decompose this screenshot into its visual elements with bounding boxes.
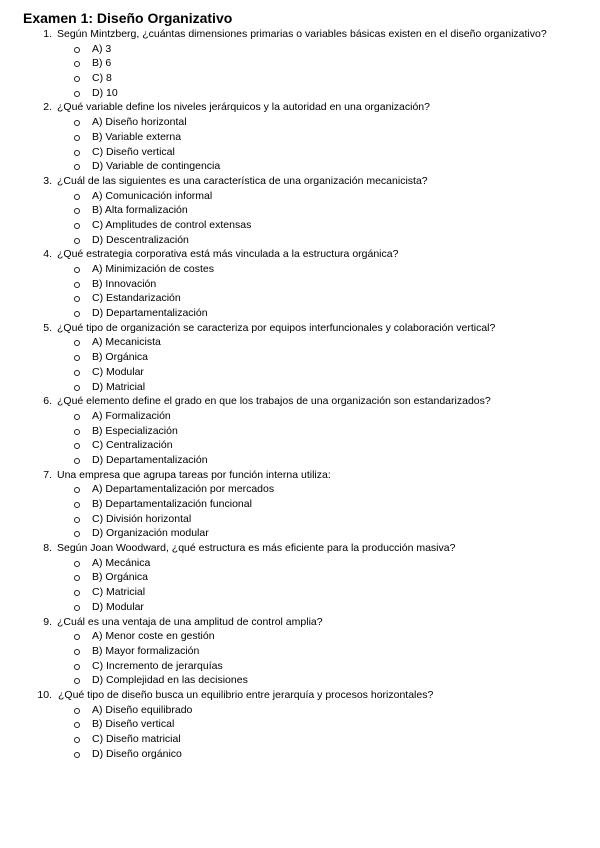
option-text: D) Descentralización bbox=[92, 233, 189, 246]
hollow-circle-bullet-icon bbox=[74, 414, 80, 420]
question-number: 2. bbox=[43, 101, 52, 114]
question-text: ¿Cuál de las siguientes es una característica de una organización mecanicista? bbox=[57, 174, 428, 187]
option-text: B) Orgánica bbox=[92, 351, 149, 364]
question-text: ¿Qué estrategia corporativa está más vinculada a la estructura orgánica? bbox=[57, 248, 399, 261]
hollow-circle-bullet-icon bbox=[74, 502, 80, 508]
question-line bbox=[0, 468, 600, 483]
question-number: 10. bbox=[37, 688, 52, 701]
option-text: B) Innovación bbox=[92, 277, 157, 290]
question-text: Según Joan Woodward, ¿qué estructura es más eficiente para la producción masiva? bbox=[57, 542, 456, 555]
option-item bbox=[0, 277, 600, 292]
hollow-circle-bullet-icon bbox=[74, 385, 80, 391]
hollow-circle-bullet-icon bbox=[74, 561, 80, 567]
hollow-circle-bullet-icon bbox=[74, 355, 80, 361]
question-text: ¿Cuál es una ventaja de una amplitud de control amplia? bbox=[57, 615, 323, 628]
option-text: D) Organización modular bbox=[92, 527, 209, 540]
option-item bbox=[0, 145, 600, 160]
question-item bbox=[0, 615, 600, 688]
hollow-circle-bullet-icon bbox=[74, 634, 80, 640]
option-list bbox=[0, 189, 600, 248]
question-text: Según Mintzberg, ¿cuántas dimensiones primarias o variables básicas existen en el diseño organizativo? bbox=[57, 28, 547, 40]
option-item bbox=[0, 482, 600, 497]
hollow-circle-bullet-icon bbox=[74, 443, 80, 449]
question-list bbox=[0, 27, 600, 761]
question-number: 4. bbox=[43, 248, 52, 261]
option-item bbox=[0, 570, 600, 585]
question-text: ¿Qué elemento define el grado en que los trabajos de una organización son estandarizados? bbox=[57, 395, 491, 408]
question-text: Una empresa que agrupa tareas por función interna utiliza: bbox=[57, 468, 331, 481]
option-text: D) Variable de contingencia bbox=[92, 160, 221, 173]
option-item bbox=[0, 424, 600, 439]
hollow-circle-bullet-icon bbox=[74, 752, 80, 758]
option-text: C) Modular bbox=[92, 365, 144, 378]
question-item bbox=[0, 321, 600, 394]
option-text: A) Minimización de costes bbox=[92, 263, 214, 275]
option-text: B) Orgánica bbox=[92, 571, 149, 584]
question-line bbox=[0, 615, 600, 630]
option-item bbox=[0, 218, 600, 233]
option-text: B) Variable externa bbox=[92, 130, 182, 143]
option-text: D) Diseño orgánico bbox=[92, 747, 182, 760]
option-text: D) Modular bbox=[92, 600, 144, 613]
option-text: D) 10 bbox=[92, 86, 118, 99]
question-text: ¿Qué variable define los niveles jerárquicos y la autoridad en una organización? bbox=[57, 101, 430, 114]
question-number: 8. bbox=[43, 542, 52, 555]
hollow-circle-bullet-icon bbox=[74, 605, 80, 611]
hollow-circle-bullet-icon bbox=[74, 487, 80, 493]
option-text: C) Diseño matricial bbox=[92, 733, 181, 745]
option-item bbox=[0, 644, 600, 659]
option-item bbox=[0, 673, 600, 688]
hollow-circle-bullet-icon bbox=[74, 370, 80, 376]
option-list bbox=[0, 115, 600, 174]
option-text: D) Departamentalización bbox=[92, 453, 208, 466]
option-text: A) Diseño horizontal bbox=[92, 116, 187, 129]
option-item bbox=[0, 732, 600, 747]
hollow-circle-bullet-icon bbox=[74, 590, 80, 596]
option-item bbox=[0, 350, 600, 365]
option-list bbox=[0, 262, 600, 321]
question-number: 3. bbox=[43, 174, 52, 187]
question-number: 9. bbox=[43, 615, 52, 628]
option-text: A) Formalización bbox=[92, 409, 171, 422]
option-item bbox=[0, 380, 600, 395]
hollow-circle-bullet-icon bbox=[74, 61, 80, 67]
hollow-circle-bullet-icon bbox=[74, 91, 80, 97]
option-item bbox=[0, 717, 600, 732]
question-line bbox=[0, 174, 600, 189]
hollow-circle-bullet-icon bbox=[74, 238, 80, 244]
option-text: B) 6 bbox=[92, 57, 112, 70]
option-item bbox=[0, 189, 600, 204]
hollow-circle-bullet-icon bbox=[74, 429, 80, 435]
hollow-circle-bullet-icon bbox=[74, 517, 80, 523]
option-item bbox=[0, 512, 600, 527]
option-item bbox=[0, 306, 600, 321]
hollow-circle-bullet-icon bbox=[74, 47, 80, 53]
option-list bbox=[0, 335, 600, 394]
hollow-circle-bullet-icon bbox=[74, 208, 80, 214]
option-text: C) Estandarización bbox=[92, 292, 181, 305]
option-text: A) Mecánica bbox=[92, 556, 151, 569]
option-text: A) Menor coste en gestión bbox=[92, 630, 215, 643]
question-line bbox=[0, 27, 600, 42]
question-item bbox=[0, 100, 600, 173]
option-list bbox=[0, 556, 600, 615]
question-item bbox=[0, 541, 600, 614]
hollow-circle-bullet-icon bbox=[74, 311, 80, 317]
option-item bbox=[0, 585, 600, 600]
question-line bbox=[0, 541, 600, 556]
hollow-circle-bullet-icon bbox=[74, 296, 80, 302]
question-item bbox=[0, 27, 600, 100]
option-text: C) Incremento de jerarquías bbox=[92, 659, 223, 672]
question-number: 7. bbox=[43, 468, 52, 481]
hollow-circle-bullet-icon bbox=[74, 267, 80, 273]
option-item bbox=[0, 262, 600, 277]
option-item bbox=[0, 497, 600, 512]
option-text: D) Departamentalización bbox=[92, 307, 208, 320]
option-list bbox=[0, 409, 600, 468]
option-item bbox=[0, 335, 600, 350]
hollow-circle-bullet-icon bbox=[74, 340, 80, 346]
question-item bbox=[0, 174, 600, 247]
question-line bbox=[0, 394, 600, 409]
hollow-circle-bullet-icon bbox=[74, 708, 80, 714]
exam-title: Examen 1: Diseño Organizativo bbox=[23, 10, 233, 26]
hollow-circle-bullet-icon bbox=[74, 76, 80, 82]
question-item bbox=[0, 394, 600, 467]
hollow-circle-bullet-icon bbox=[74, 458, 80, 464]
question-text: ¿Qué tipo de diseño busca un equilibrio entre jerarquía y procesos horizontales? bbox=[58, 688, 434, 701]
option-text: B) Alta formalización bbox=[92, 204, 188, 217]
option-item bbox=[0, 56, 600, 71]
hollow-circle-bullet-icon bbox=[74, 531, 80, 537]
question-line bbox=[0, 247, 600, 262]
question-line bbox=[0, 688, 600, 703]
option-text: B) Diseño vertical bbox=[92, 718, 175, 731]
option-text: D) Matricial bbox=[92, 380, 146, 393]
option-item bbox=[0, 556, 600, 571]
option-text: A) Mecanicista bbox=[92, 336, 161, 349]
hollow-circle-bullet-icon bbox=[74, 120, 80, 126]
hollow-circle-bullet-icon bbox=[74, 282, 80, 288]
hollow-circle-bullet-icon bbox=[74, 664, 80, 670]
option-text: C) Diseño vertical bbox=[92, 145, 175, 158]
hollow-circle-bullet-icon bbox=[74, 575, 80, 581]
option-list bbox=[0, 703, 600, 762]
question-item bbox=[0, 247, 600, 320]
option-item bbox=[0, 291, 600, 306]
hollow-circle-bullet-icon bbox=[74, 223, 80, 229]
option-text: C) División horizontal bbox=[92, 512, 192, 525]
option-item bbox=[0, 600, 600, 615]
option-list bbox=[0, 482, 600, 541]
hollow-circle-bullet-icon bbox=[74, 678, 80, 684]
option-item bbox=[0, 71, 600, 86]
option-list bbox=[0, 42, 600, 101]
question-number: 5. bbox=[43, 321, 52, 334]
option-text: B) Especialización bbox=[92, 424, 178, 437]
hollow-circle-bullet-icon bbox=[74, 737, 80, 743]
option-item bbox=[0, 747, 600, 762]
question-line bbox=[0, 100, 600, 115]
option-item bbox=[0, 203, 600, 218]
option-item bbox=[0, 130, 600, 145]
option-text: C) 8 bbox=[92, 72, 112, 85]
question-item bbox=[0, 468, 600, 541]
option-text: C) Centralización bbox=[92, 439, 173, 452]
hollow-circle-bullet-icon bbox=[74, 164, 80, 170]
option-item bbox=[0, 453, 600, 468]
option-item bbox=[0, 438, 600, 453]
option-item bbox=[0, 629, 600, 644]
option-item bbox=[0, 659, 600, 674]
option-text: A) 3 bbox=[92, 42, 112, 55]
option-item bbox=[0, 159, 600, 174]
hollow-circle-bullet-icon bbox=[74, 135, 80, 141]
option-text: C) Amplitudes de control extensas bbox=[92, 218, 252, 231]
option-item bbox=[0, 703, 600, 718]
option-item bbox=[0, 365, 600, 380]
option-item bbox=[0, 526, 600, 541]
option-item bbox=[0, 233, 600, 248]
hollow-circle-bullet-icon bbox=[74, 722, 80, 728]
hollow-circle-bullet-icon bbox=[74, 194, 80, 200]
option-text: A) Diseño equilibrado bbox=[92, 703, 193, 716]
question-number: 1. bbox=[43, 28, 52, 40]
option-text: B) Departamentalización funcional bbox=[92, 498, 252, 510]
question-item bbox=[0, 688, 600, 761]
question-line bbox=[0, 321, 600, 336]
hollow-circle-bullet-icon bbox=[74, 150, 80, 156]
option-text: A) Comunicación informal bbox=[92, 189, 213, 202]
option-text: A) Departamentalización por mercados bbox=[92, 483, 275, 496]
option-item bbox=[0, 115, 600, 130]
option-item bbox=[0, 409, 600, 424]
option-text: C) Matricial bbox=[92, 586, 146, 599]
hollow-circle-bullet-icon bbox=[74, 649, 80, 655]
option-text: B) Mayor formalización bbox=[92, 644, 200, 657]
option-item bbox=[0, 42, 600, 57]
question-text: ¿Qué tipo de organización se caracteriza por equipos interfuncionales y colaboración vertical? bbox=[57, 321, 496, 334]
option-list bbox=[0, 629, 600, 688]
question-number: 6. bbox=[43, 395, 52, 408]
option-item bbox=[0, 86, 600, 101]
option-text: D) Complejidad en las decisiones bbox=[92, 674, 248, 687]
